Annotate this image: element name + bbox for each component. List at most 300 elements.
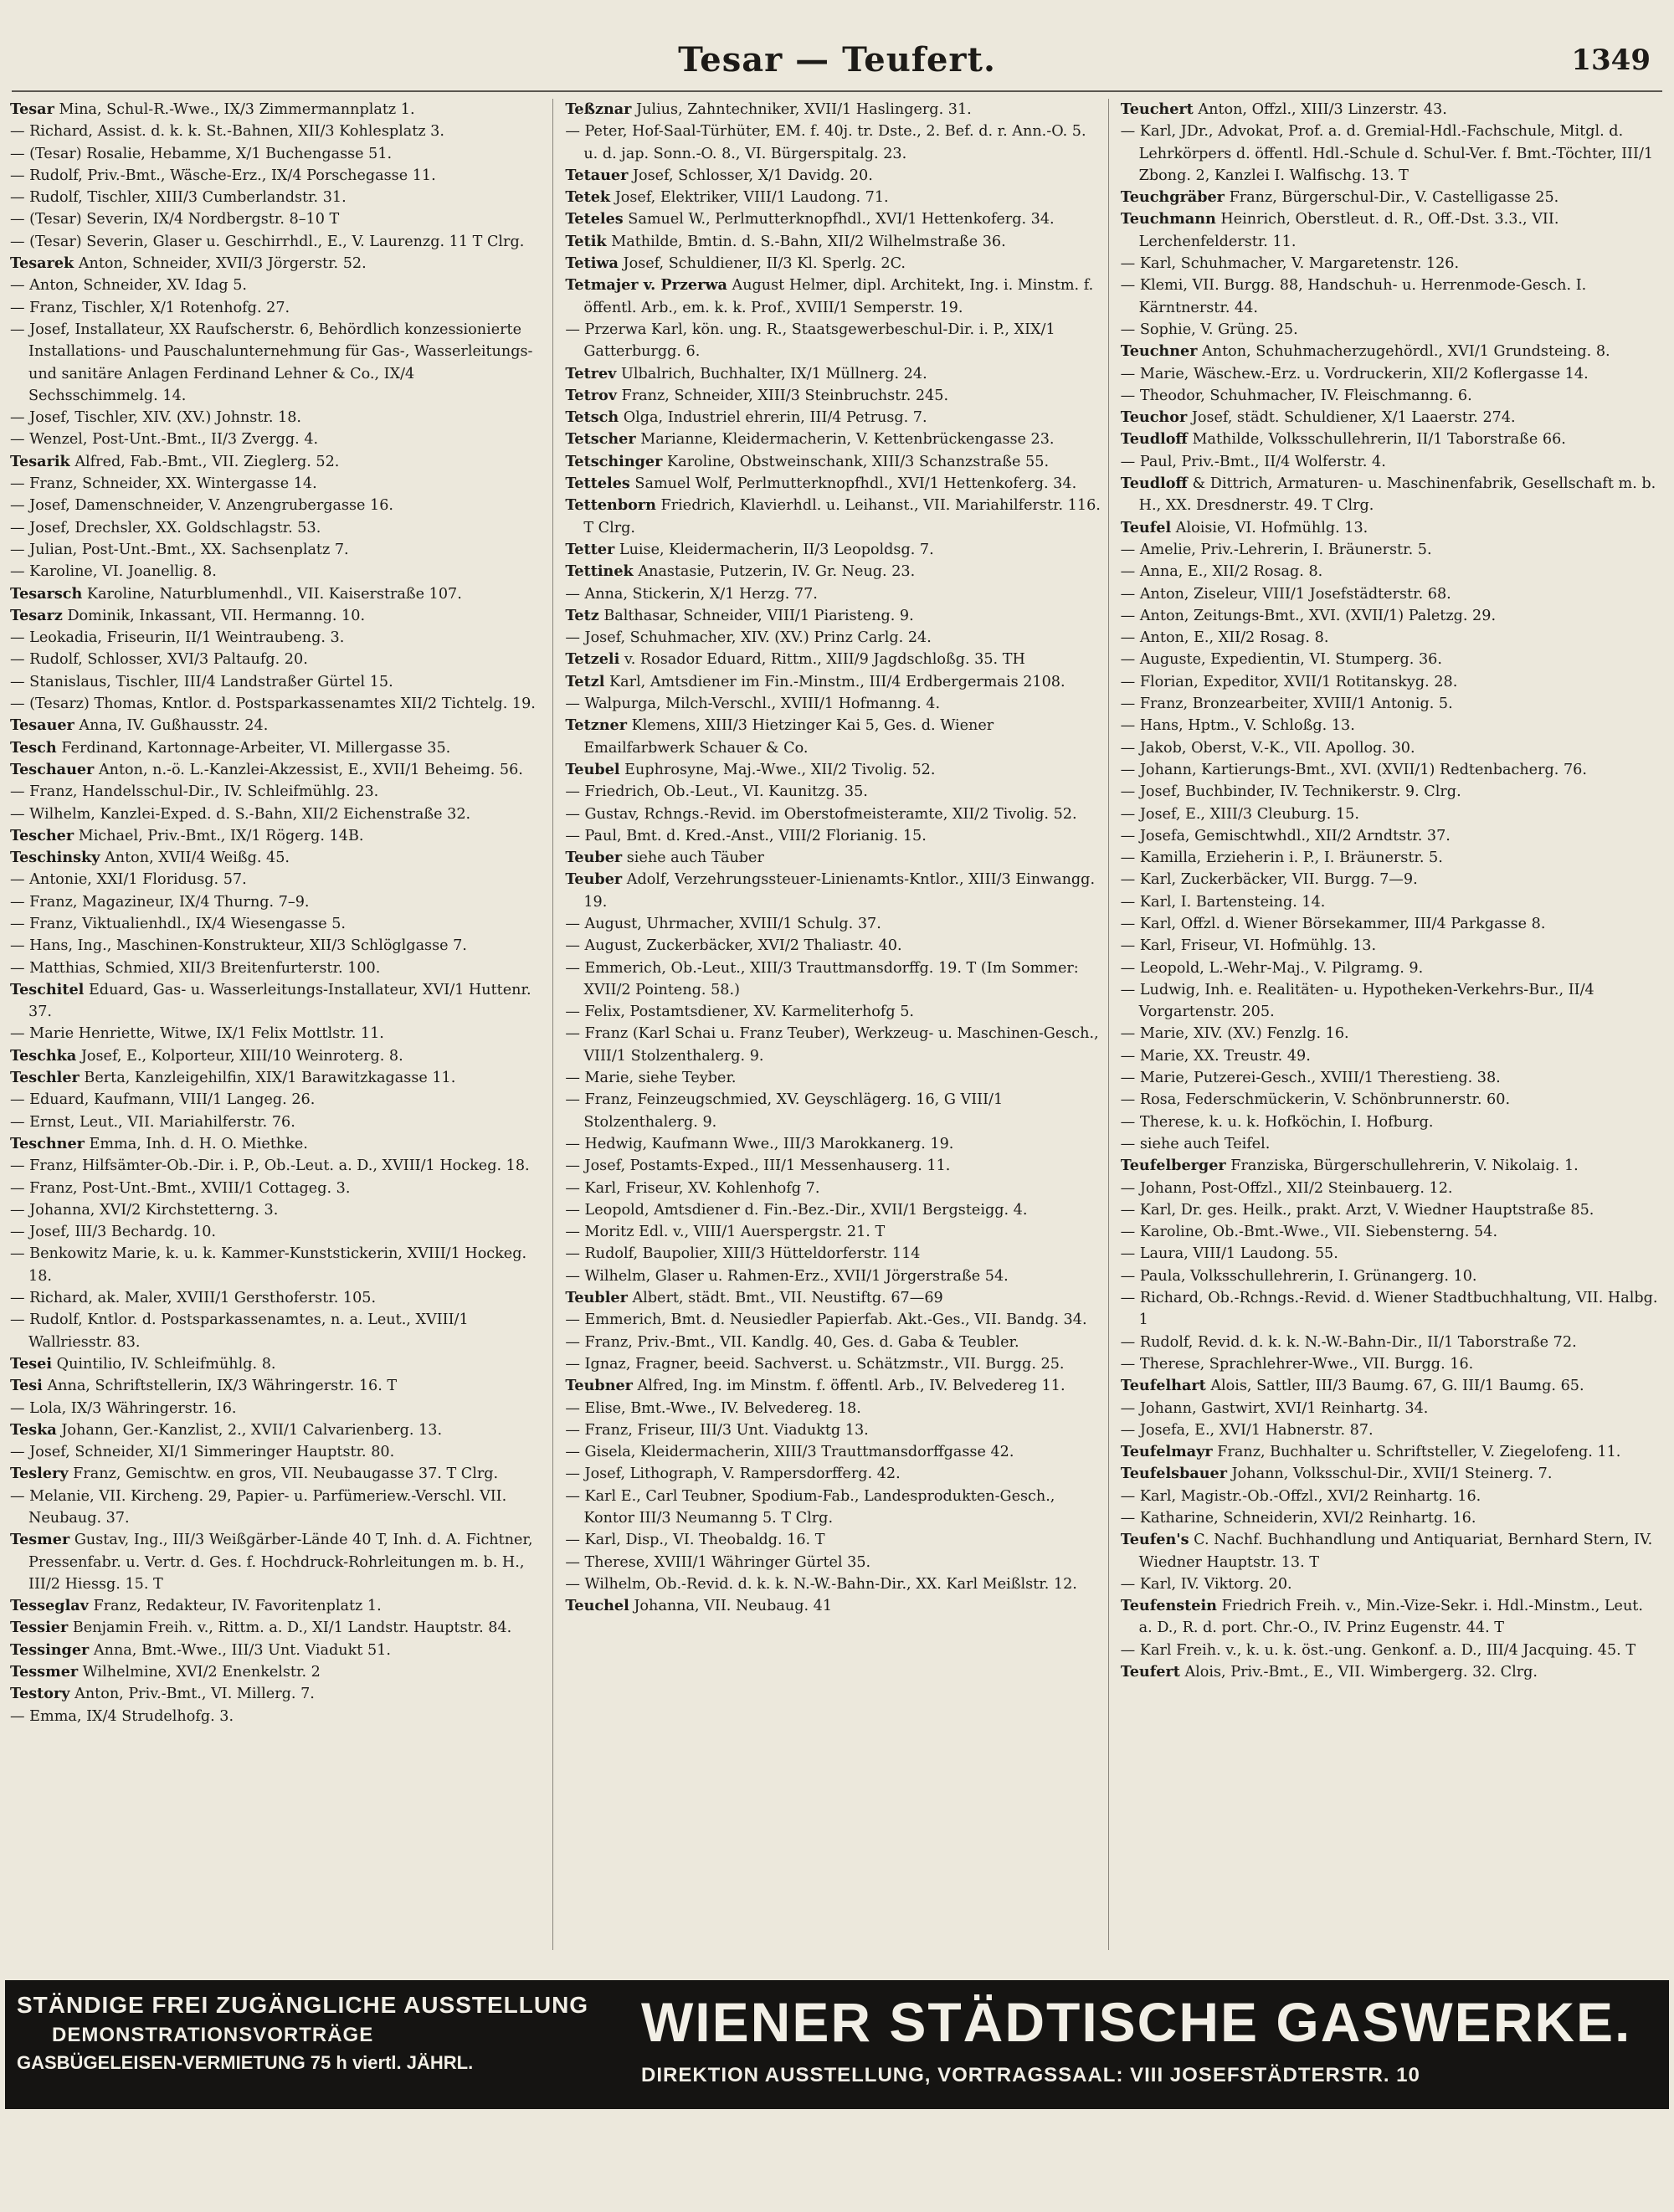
entry-details: Anton, Offzl., XIII/3 Linzerstr. 43. xyxy=(1198,101,1447,118)
directory-entry xyxy=(565,913,1102,935)
directory-entry xyxy=(1121,605,1659,627)
directory-entry xyxy=(1121,825,1659,847)
entry-details: — Franz, Post-Unt.-Bmt., XVIII/1 Cottageg. 3. xyxy=(10,1179,351,1197)
entry-details: August Helmer, dipl. Architekt, Ing. i. Minstm. f. öffentl. Arb., em. k. k. Prof., XVIII/1 Semperstr. 19. xyxy=(583,277,1094,316)
directory-entry xyxy=(10,737,547,759)
directory-entry xyxy=(565,1573,1102,1595)
directory-entry xyxy=(10,1199,547,1221)
entry-details: — Wilhelm, Glaser u. Rahmen-Erz., XVII/1 Jörgerstraße 54. xyxy=(565,1267,1009,1285)
directory-entry xyxy=(10,407,547,429)
entry-details: — Franz, Bronzearbeiter, XVIII/1 Antonig. 5. xyxy=(1120,695,1453,713)
directory-entry xyxy=(565,1353,1102,1375)
entry-surname: Tetiwa xyxy=(565,254,619,273)
entry-details: Dominik, Inkassant, VII. Hermanng. 10. xyxy=(67,607,366,624)
directory-entry xyxy=(1121,957,1659,979)
entry-surname: Teudloff xyxy=(1120,475,1188,493)
entry-surname: Tesei xyxy=(10,1354,53,1373)
entry-details: — Eduard, Kaufmann, VIII/1 Langeg. 26. xyxy=(10,1091,316,1109)
entry-details: Ulbalrich, Buchhalter, IX/1 Müllnerg. 24. xyxy=(621,365,927,382)
entry-details: Franziska, Bürgerschullehrerin, V. Nikolaig. 1. xyxy=(1230,1157,1579,1175)
entry-details: Franz, Buchhalter u. Schriftsteller, V. Ziegelofeng. 11. xyxy=(1217,1444,1621,1461)
header-rule xyxy=(12,90,1662,92)
directory-entry xyxy=(1121,1243,1659,1265)
entry-surname: Teufen's xyxy=(1120,1531,1189,1549)
directory-entry xyxy=(565,319,1102,363)
entry-details: — Hedwig, Kaufmann Wwe., III/3 Marokkanerg. 19. xyxy=(565,1135,954,1152)
entry-details: Josef, Elektriker, VIII/1 Laudong. 71. xyxy=(614,189,889,207)
entry-details: — Melanie, VII. Kircheng. 29, Papier- u. Parfümeriew.-Verschl. VII. Neubaug. 37. xyxy=(10,1487,507,1527)
directory-entry xyxy=(565,1133,1102,1155)
entry-surname: Teßznar xyxy=(565,100,632,118)
entry-details: — Franz, Magazineur, IX/4 Thurng. 7–9. xyxy=(10,893,310,911)
directory-entry xyxy=(1121,1441,1659,1463)
entry-details: Alfred, Fab.-Bmt., VII. Zieglerg. 52. xyxy=(74,453,340,470)
directory-entry xyxy=(1121,869,1659,890)
directory-entry xyxy=(565,473,1102,495)
ad-line-2: DEMONSTRATIONSVORTRÄGE xyxy=(52,2024,374,2046)
entry-surname: Tetzner xyxy=(565,716,627,735)
entry-surname: Tettenborn xyxy=(565,496,656,515)
ad-subline: DIREKTION AUSSTELLUNG, VORTRAGSSAAL: VIII JOSEFSTÄDTERSTR. 10 xyxy=(641,2064,1420,2086)
entry-details: — Emma, IX/4 Strudelhofg. 3. xyxy=(10,1707,234,1725)
entry-surname: Teubler xyxy=(565,1289,628,1307)
directory-entry xyxy=(10,1419,547,1441)
directory-entry xyxy=(10,208,547,230)
directory-entry xyxy=(565,1199,1102,1221)
entry-details: — Rudolf, Baupolier, XIII/3 Hütteldorferstr. 114 xyxy=(565,1245,921,1263)
entry-details: Alois, Sattler, III/3 Baumg. 67, G. III/1 Baumg. 65. xyxy=(1210,1378,1584,1395)
directory-entry xyxy=(565,451,1102,473)
directory-entry xyxy=(10,1178,547,1199)
entry-details: — Marie, XIV. (XV.) Fenzlg. 16. xyxy=(1120,1025,1349,1043)
entry-details: — Karl, Schuhmacher, V. Margaretenstr. 126. xyxy=(1120,255,1460,273)
entry-details: Anna, IV. Gußhausstr. 24. xyxy=(79,717,269,735)
directory-entry xyxy=(10,1398,547,1419)
entry-details: — (Tesar) Rosalie, Hebamme, X/1 Buchengasse 51. xyxy=(10,145,393,162)
entry-details: Anton, XVII/4 Weißg. 45. xyxy=(105,849,290,867)
entry-details: — Auguste, Expedientin, VI. Stumperg. 36. xyxy=(1120,651,1442,669)
directory-entry xyxy=(10,825,547,847)
directory-entry xyxy=(1121,429,1659,450)
directory-entry xyxy=(1121,1111,1659,1133)
entry-details: Anastasie, Putzerin, IV. Gr. Neug. 23. xyxy=(638,563,916,581)
entry-details: — Karl, Magistr.-Ob.-Offzl., XVI/2 Reinhartg. 16. xyxy=(1120,1487,1481,1505)
entry-details: Luise, Kleidermacherin, II/3 Leopoldsg. 7. xyxy=(619,541,934,558)
entry-details: — Theodor, Schuhmacher, IV. Fleischmanng. 6. xyxy=(1120,387,1472,404)
entry-details: Franz, Schneider, XIII/3 Steinbruchstr. 245. xyxy=(621,387,949,404)
entry-surname: Teschinsky xyxy=(10,849,100,867)
entry-details: Samuel Wolf, Perlmutterknopfhdl., XVI/1 Hettenkoferg. 34. xyxy=(634,475,1077,493)
entry-details: — Rudolf, Tischler, XIII/3 Cumberlandstr. 31. xyxy=(10,189,347,207)
entry-surname: Tesarek xyxy=(10,254,74,273)
entry-details: Euphrosyne, Maj.-Wwe., XII/2 Tivolig. 52. xyxy=(624,761,936,778)
entry-details: — Moritz Edl. v., VIII/1 Auerspergstr. 21. T xyxy=(565,1224,886,1241)
entry-details: — Ludwig, Inh. e. Realitäten- u. Hypotheken-Verkehrs-Bur., II/4 Vorgartenstr. 205. xyxy=(1120,981,1594,1021)
directory-entry xyxy=(1121,1573,1659,1595)
directory-entry xyxy=(10,297,547,319)
directory-entry xyxy=(1121,693,1659,715)
entry-surname: Tescher xyxy=(10,826,74,844)
directory-entry xyxy=(1121,253,1659,275)
entry-details: Anton, Schneider, XVII/3 Jörgerstr. 52. xyxy=(78,255,367,273)
entry-details: — Josef, Drechsler, XX. Goldschlagstr. 53. xyxy=(10,519,321,536)
directory-entry xyxy=(10,671,547,693)
directory-entry xyxy=(1121,99,1659,121)
entry-details: Gustav, Ing., III/3 Weißgärber-Lände 40 T, Inh. d. A. Fichtner, Pressenfabr. u. Vertr. d. Ges. f. Hochdruck-Rohrleitungen m. b. H., III/2 Hiessg. 15. T xyxy=(28,1532,533,1593)
directory-entry xyxy=(10,1155,547,1177)
directory-entry xyxy=(1121,671,1659,693)
entry-details: Friedrich Freih. v., Min.-Vize-Sekr. i. Hdl.-Minstm., Leut. a. D., R. d. port. Chr.-O., IV. Prinz Eugenstr. 44. T xyxy=(1138,1598,1643,1637)
entry-surname: Teuchgräber xyxy=(1120,188,1225,207)
entry-details: — Josef, Schuhmacher, XIV. (XV.) Prinz Carlg. 24. xyxy=(565,629,932,647)
directory-entry xyxy=(1121,1463,1659,1485)
entry-details: Mina, Schul-R.-Wwe., IX/3 Zimmermannplatz 1. xyxy=(59,101,415,118)
directory-entry xyxy=(565,121,1102,165)
directory-entry xyxy=(565,825,1102,847)
directory-entry xyxy=(565,429,1102,450)
directory-entry xyxy=(1121,627,1659,649)
directory-entry xyxy=(565,1419,1102,1441)
directory-entry xyxy=(1121,1529,1659,1573)
entry-surname: Tesarsch xyxy=(10,584,83,603)
entry-surname: Teufert xyxy=(1120,1663,1180,1681)
entry-details: — Karl E., Carl Teubner, Spodium-Fab., Landesprodukten-Gesch., Kontor III/3 Neumanng 5. T Clrg. xyxy=(565,1487,1055,1527)
entry-details: — Karoline, VI. Joanellig. 8. xyxy=(10,563,217,581)
directory-entry xyxy=(565,869,1102,913)
entry-details: Josef, Schlosser, X/1 Davidg. 20. xyxy=(632,167,873,184)
entry-surname: Tetmajer v. Przerwa xyxy=(565,276,727,295)
entry-surname: Tesseglav xyxy=(10,1597,89,1615)
directory-entry xyxy=(1121,1178,1659,1199)
directory-entry xyxy=(565,231,1102,253)
directory-entry xyxy=(10,495,547,516)
entry-details: Michael, Priv.-Bmt., IX/1 Rögerg. 14B. xyxy=(78,827,364,844)
directory-entry xyxy=(10,957,547,979)
directory-entry xyxy=(1121,1221,1659,1243)
entry-details: — Wilhelm, Kanzlei-Exped. d. S.-Bahn, XII/2 Eichenstraße 32. xyxy=(10,805,471,823)
entry-surname: Tetzl xyxy=(565,672,605,690)
directory-entry xyxy=(10,165,547,187)
directory-entry xyxy=(1121,1640,1659,1661)
directory-entry xyxy=(565,583,1102,605)
ad-line-3: GASBÜGELEISEN-VERMIETUNG 75 h viertl. JÄHRL. xyxy=(17,2052,474,2073)
entry-details: Alois, Priv.-Bmt., E., VII. Wimbergerg. 32. Clrg. xyxy=(1184,1664,1538,1681)
entry-details: — Karl, Dr. ges. Heilk., prakt. Arzt, V. Wiedner Hauptstraße 85. xyxy=(1120,1201,1594,1219)
directory-entry xyxy=(1121,935,1659,957)
entry-details: — Franz, Schneider, XX. Wintergasse 14. xyxy=(10,475,317,493)
entry-details: — Marie, XX. Treustr. 49. xyxy=(1120,1047,1311,1065)
directory-entry xyxy=(565,605,1102,627)
directory-entry xyxy=(1121,649,1659,670)
directory-entry xyxy=(565,1529,1102,1551)
entry-details: — Johann, Post-Offzl., XII/2 Steinbauerg. 12. xyxy=(1120,1179,1453,1197)
entry-details: — Karl, I. Bartensteing. 14. xyxy=(1120,893,1326,911)
directory-entry xyxy=(565,1486,1102,1530)
entry-surname: Teufelberger xyxy=(1120,1157,1226,1175)
directory-entry xyxy=(565,627,1102,649)
entry-surname: Teteles xyxy=(565,210,624,228)
entry-details: — (Tesar) Severin, Glaser u. Geschirrhdl., E., V. Laurenzg. 11 T Clrg. xyxy=(10,233,525,250)
directory-entry xyxy=(10,1089,547,1111)
entry-surname: Teubel xyxy=(565,760,620,778)
entry-details: Klemens, XIII/3 Hietzinger Kai 5, Ges. d. Wiener Emailfarbwerk Schauer & Co. xyxy=(583,717,994,757)
directory-entry xyxy=(565,407,1102,429)
entry-details: — Wenzel, Post-Unt.-Bmt., II/3 Zvergg. 4. xyxy=(10,431,319,449)
directory-entry xyxy=(10,517,547,539)
entry-details: — Anna, E., XII/2 Rosag. 8. xyxy=(1120,563,1323,581)
entry-details: Anton, Schuhmacherzugehördl., XVI/1 Grundsteing. 8. xyxy=(1202,343,1610,361)
directory-entry xyxy=(565,495,1102,539)
directory-entry xyxy=(565,847,1102,869)
entry-surname: Tessmer xyxy=(10,1663,79,1681)
directory-entry xyxy=(10,1067,547,1089)
entry-details: Alfred, Ing. im Minstm. f. öffentl. Arb., IV. Belvedereg 11. xyxy=(637,1378,1066,1395)
entry-details: Franz, Bürgerschul-Dir., V. Castelligasse 25. xyxy=(1229,189,1559,207)
entry-details: Emma, Inh. d. H. O. Miethke. xyxy=(89,1135,308,1152)
entry-details: — Leokadia, Friseurin, II/1 Weintraubeng. 3. xyxy=(10,629,345,647)
entry-details: — Franz (Karl Schai u. Franz Teuber), Werkzeug- u. Maschinen-Gesch., VIII/1 Stolzenthalerg. 9. xyxy=(565,1025,1099,1065)
directory-entry xyxy=(10,913,547,935)
directory-column-2 xyxy=(565,99,1108,1950)
entry-surname: Teuchor xyxy=(1120,408,1188,427)
entry-details: Heinrich, Oberstleut. d. R., Off.-Dst. 3.3., VII. Lerchenfelderstr. 11. xyxy=(1138,211,1559,250)
entry-details: — Richard, Assist. d. k. k. St.-Bahnen, XII/3 Kohlesplatz 3. xyxy=(10,123,444,141)
entry-details: — Paul, Bmt. d. Kred.-Anst., VIII/2 Florianig. 15. xyxy=(565,827,927,844)
entry-details: — Karl, Friseur, VI. Hofmühlg. 13. xyxy=(1120,937,1377,955)
entry-details: — Marie, Putzerei-Gesch., XVIII/1 Therestieng. 38. xyxy=(1120,1070,1501,1087)
entry-details: — Franz, Feinzeugschmied, XV. Geyschlägerg. 16, G VIII/1 Stolzenthalerg. 9. xyxy=(565,1091,1004,1131)
page-number: 1349 xyxy=(1571,44,1651,77)
directory-entry xyxy=(565,363,1102,385)
entry-details: — Stanislaus, Tischler, III/4 Landstraßer Gürtel 15. xyxy=(10,673,393,690)
directory-entry xyxy=(1121,1089,1659,1111)
directory-entry xyxy=(10,1023,547,1044)
entry-details: — Wilhelm, Ob.-Revid. d. k. k. N.-W.-Bahn-Dir., XX. Karl Meißlstr. 12. xyxy=(565,1575,1077,1593)
entry-details: — Karl, Disp., VI. Theobaldg. 16. T xyxy=(565,1532,825,1549)
entry-details: — Karl, IV. Viktorg. 20. xyxy=(1120,1575,1292,1593)
directory-entry xyxy=(1121,1661,1659,1683)
entry-details: — Anna, Stickerin, X/1 Herzg. 77. xyxy=(565,585,818,603)
entry-surname: Teschner xyxy=(10,1134,85,1152)
directory-entry xyxy=(10,979,547,1024)
directory-entry xyxy=(10,1683,547,1705)
entry-details: — Lola, IX/3 Währingerstr. 16. xyxy=(10,1399,237,1417)
entry-details: — Katharine, Schneiderin, XVI/2 Reinhartg. 16. xyxy=(1120,1510,1476,1527)
entry-details: — Sophie, V. Grüng. 25. xyxy=(1120,321,1298,338)
entry-surname: Teschler xyxy=(10,1069,80,1087)
entry-details: — Franz, Friseur, III/3 Unt. Viaduktg 13. xyxy=(565,1421,869,1439)
entry-surname: Tessier xyxy=(10,1619,69,1637)
directory-entry xyxy=(10,1243,547,1287)
directory-entry xyxy=(565,1221,1102,1243)
directory-entry xyxy=(1121,1375,1659,1397)
page-header xyxy=(17,40,1657,90)
directory-entry xyxy=(10,1640,547,1661)
directory-entry xyxy=(1121,737,1659,759)
entry-details: — Gustav, Rchngs.-Revid. im Oberstofmeisteramte, XII/2 Tivolig. 52. xyxy=(565,805,1077,823)
directory-entry xyxy=(10,693,547,715)
directory-entry xyxy=(1121,1486,1659,1507)
entry-details: — Anton, Zeitungs-Bmt., XVI. (XVII/1) Paletzg. 29. xyxy=(1120,607,1497,624)
entry-surname: Teschitel xyxy=(10,980,85,998)
directory-entry xyxy=(565,275,1102,319)
directory-entry xyxy=(1121,1155,1659,1177)
directory-entry xyxy=(565,1243,1102,1265)
entry-details: — Laura, VIII/1 Laudong. 55. xyxy=(1120,1245,1338,1263)
directory-entry xyxy=(565,1595,1102,1617)
directory-entry xyxy=(10,561,547,583)
entry-details: — Anton, Schneider, XV. Idag 5. xyxy=(10,277,248,295)
entry-details: — Franz, Priv.-Bmt., VII. Kandlg. 40, Ges. d. Gaba & Teubler. xyxy=(565,1333,1019,1351)
entry-details: v. Rosador Eduard, Rittm., XIII/9 Jagdschloßg. 35. TH xyxy=(624,651,1025,669)
entry-details: Karoline, Obstweinschank, XIII/3 Schanzstraße 55. xyxy=(666,453,1050,470)
entry-surname: Teuber xyxy=(565,849,623,867)
entry-details: Berta, Kanzleigehilfin, XIX/1 Barawitzkagasse 11. xyxy=(84,1070,456,1087)
directory-entry xyxy=(565,1398,1102,1419)
directory-entry xyxy=(1121,847,1659,869)
directory-entry xyxy=(565,1178,1102,1199)
directory-entry xyxy=(1121,539,1659,561)
directory-entry xyxy=(565,1463,1102,1485)
entry-surname: Tetsch xyxy=(565,408,619,427)
entry-details: — Josef, Postamts-Exped., III/1 Messenhauserg. 11. xyxy=(565,1157,951,1175)
directory-entry xyxy=(10,275,547,296)
entry-surname: Teska xyxy=(10,1420,57,1439)
entry-details: — Emmerich, Bmt. d. Neusiedler Papierfab. Akt.-Ges., VII. Bandg. 34. xyxy=(565,1311,1087,1329)
entry-details: Franz, Redakteur, IV. Favoritenplatz 1. xyxy=(93,1598,382,1615)
entry-details: — Hans, Ing., Maschinen-Konstrukteur, XII/3 Schlöglgasse 7. xyxy=(10,937,467,955)
directory-entry xyxy=(10,627,547,649)
gasworks-advertisement xyxy=(5,1980,1669,2109)
entry-details: — Josef, Tischler, XIV. (XV.) Johnstr. 18. xyxy=(10,409,302,427)
directory-entry xyxy=(1121,979,1659,1024)
entry-surname: Tesch xyxy=(10,738,57,757)
directory-entry xyxy=(1121,1133,1659,1155)
entry-details: Karl, Amtsdiener im Fin.-Minstm., III/4 Erdbergermais 2108. xyxy=(609,673,1066,690)
directory-entry xyxy=(10,583,547,605)
entry-details: — Franz, Viktualienhdl., IX/4 Wiesengasse 5. xyxy=(10,915,347,932)
entry-details: — Karl, Offzl. d. Wiener Börsekammer, III/4 Parkgasse 8. xyxy=(1120,915,1546,932)
directory-entry xyxy=(1121,385,1659,407)
entry-details: — siehe auch Teifel. xyxy=(1120,1135,1271,1152)
directory-entry xyxy=(10,715,547,736)
page-title: Tesar — Teufert. xyxy=(678,40,996,80)
directory-entry xyxy=(10,1309,547,1353)
entry-details: — August, Zuckerbäcker, XVI/2 Thaliastr. 40. xyxy=(565,937,902,955)
entry-details: siehe auch Täuber xyxy=(626,849,764,867)
entry-surname: Tetscher xyxy=(565,430,636,449)
entry-surname: Tesar xyxy=(10,100,54,118)
entry-details: — Karl Freih. v., k. u. k. öst.-ung. Genkonf. a. D., III/4 Jacquing. 45. T xyxy=(1120,1641,1636,1659)
entry-surname: Teslery xyxy=(10,1465,69,1483)
directory-entry xyxy=(10,1595,547,1617)
directory-entry xyxy=(565,803,1102,825)
directory-entry xyxy=(10,121,547,142)
directory-entry xyxy=(565,1023,1102,1067)
directory-entry xyxy=(10,187,547,208)
entry-details: Josef, Schuldiener, II/3 Kl. Sperlg. 2C. xyxy=(623,255,906,273)
directory-entry xyxy=(565,693,1102,715)
directory-entry xyxy=(10,869,547,890)
directory-entry xyxy=(565,1552,1102,1573)
entry-details: — Johann, Gastwirt, XVI/1 Reinhartg. 34. xyxy=(1120,1399,1429,1417)
directory-entry xyxy=(10,1441,547,1463)
entry-details: — Amelie, Priv.-Lehrerin, I. Bräunerstr. 5. xyxy=(1120,541,1432,558)
entry-details: — Therese, XVIII/1 Währinger Gürtel 35. xyxy=(565,1553,871,1571)
directory-entry xyxy=(1121,341,1659,362)
entry-surname: Teschauer xyxy=(10,760,95,778)
directory-entry xyxy=(565,1265,1102,1287)
entry-details: — Franz, Handelsschul-Dir., IV. Schleifmühlg. 23. xyxy=(10,783,379,801)
entry-details: — Franz, Tischler, X/1 Rotenhofg. 27. xyxy=(10,299,290,316)
directory-entry xyxy=(10,253,547,275)
directory-entry xyxy=(10,143,547,165)
directory-entry xyxy=(1121,561,1659,583)
entry-details: Mathilde, Bmtin. d. S.-Bahn, XII/2 Wilhelmstraße 36. xyxy=(611,233,1006,250)
directory-entry xyxy=(10,319,547,407)
entry-details: — Felix, Postamtsdiener, XV. Karmeliterhofg 5. xyxy=(565,1003,915,1021)
entry-details: — Walpurga, Milch-Verschl., XVIII/1 Hofmanng. 4. xyxy=(565,695,941,713)
entry-details: — Josef, Installateur, XX Raufscherstr. 6, Behördlich konzessionierte Installations- und Pauschalunternehmung für Gas-, Wasserleitungs- und sanitäre Anlagen Ferdinand Lehner & Co., IX/4 Sechsschimmelg. 14. xyxy=(10,321,533,404)
directory-entry xyxy=(10,847,547,869)
entry-surname: Tetz xyxy=(565,606,599,624)
entry-surname: Teuber xyxy=(565,870,623,889)
directory-entry xyxy=(1121,208,1659,253)
entry-details: Franz, Gemischtw. en gros, VII. Neubaugasse 37. T Clrg. xyxy=(73,1465,499,1483)
entry-surname: Tetteles xyxy=(565,475,630,493)
directory-entry xyxy=(10,803,547,825)
entry-details: — Josef, E., XIII/3 Cleuburg. 15. xyxy=(1120,805,1359,823)
directory-entry xyxy=(1121,363,1659,385)
entry-details: — Richard, ak. Maler, XVIII/1 Gersthoferstr. 105. xyxy=(10,1290,377,1307)
entry-details: — Josef, Buchbinder, IV. Technikerstr. 9. Clrg. xyxy=(1120,783,1461,801)
directory-entry xyxy=(1121,1045,1659,1067)
directory-entry xyxy=(565,715,1102,759)
directory-entry xyxy=(10,1111,547,1133)
directory-columns xyxy=(10,99,1664,1950)
entry-details: — Karoline, Ob.-Bmt.-Wwe., VII. Siebensterng. 54. xyxy=(1120,1224,1498,1241)
directory-entry xyxy=(1121,759,1659,781)
directory-entry xyxy=(565,561,1102,583)
entry-details: — Marie Henriette, Witwe, IX/1 Felix Mottlstr. 11. xyxy=(10,1025,384,1043)
directory-entry xyxy=(565,1067,1102,1089)
directory-entry xyxy=(565,1441,1102,1463)
directory-entry xyxy=(1121,407,1659,429)
directory-entry xyxy=(1121,451,1659,473)
directory-entry xyxy=(1121,1199,1659,1221)
directory-entry xyxy=(565,1001,1102,1023)
entry-details: Johann, Ger.-Kanzlist, 2., XVII/1 Calvarienberg. 13. xyxy=(61,1421,443,1439)
entry-details: — Leopold, Amtsdiener d. Fin.-Bez.-Dir., XVII/1 Bergsteigg. 4. xyxy=(565,1201,1028,1219)
directory-entry xyxy=(1121,187,1659,208)
directory-entry xyxy=(1121,275,1659,319)
entry-details: — Ernst, Leut., VII. Mariahilferstr. 76. xyxy=(10,1113,295,1131)
entry-details: Johanna, VII. Neubaug. 41 xyxy=(634,1598,833,1615)
directory-entry xyxy=(565,1332,1102,1353)
entry-details: — Josef, Damenschneider, V. Anzengrubergasse 16. xyxy=(10,497,394,515)
directory-entry xyxy=(1121,1265,1659,1287)
directory-entry xyxy=(565,1287,1102,1309)
directory-entry xyxy=(10,231,547,253)
entry-details: — Ignaz, Fragner, beeid. Sachverst. u. Schätzmstr., VII. Burgg. 25. xyxy=(565,1355,1065,1373)
entry-surname: Tessinger xyxy=(10,1640,90,1659)
entry-details: — Peter, Hof-Saal-Türhüter, EM. f. 40j. tr. Dste., 2. Bef. d. r. Ann.-O. 5. u. d. jap. Sonn.-O. 8., VI. Bürgerspitalg. 23. xyxy=(565,123,1086,162)
entry-surname: Tesarz xyxy=(10,606,63,624)
entry-details: Samuel W., Perlmutterknopfhdl., XVI/1 Hettenkoferg. 34. xyxy=(628,211,1055,228)
entry-details: Anna, Schriftstellerin, IX/3 Währingerstr. 16. T xyxy=(47,1378,398,1395)
directory-entry xyxy=(1121,781,1659,803)
entry-surname: Teuchert xyxy=(1120,100,1194,118)
